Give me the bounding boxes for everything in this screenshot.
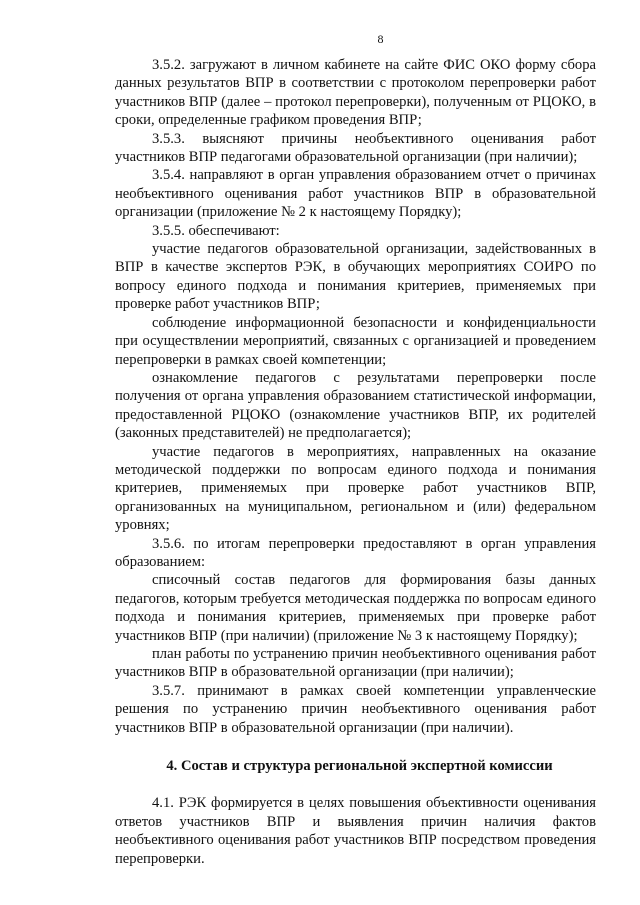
paragraph-3-5-7: 3.5.7. принимают в рамках своей компетенции управленческие решения по устранению причин необъективного оценивания работ участников ВПР в образовательной организации (при наличии). [115,682,596,736]
page-number: 8 [377,32,384,46]
paragraph-3-5-6-item-2: план работы по устранению причин необъективного оценивания работ участников ВПР в образовательной организации (при наличии); [115,646,596,681]
paragraph-3-5-5-item-2: соблюдение информационной безопасности и конфиденциальности при осуществлении мероприятий, связанных с организацией и проведением перепроверки в рамках своей компетенции; [115,314,596,368]
paragraph-3-5-5: 3.5.5. обеспечивают: [152,222,280,239]
paragraph-4-1: 4.1. РЭК формируется в целях повышения объективности оценивания ответов участников ВПР и выявления причин наличия фактов необъективного оценивания работ участников ВПР посредством проведения перепроверки. [115,795,596,867]
paragraph-3-5-6: 3.5.6. по итогам перепроверки предоставляют в орган управления образованием: [115,535,596,570]
paragraph-3-5-2: 3.5.2. загружают в личном кабинете на сайте ФИС ОКО форму сбора данных результатов ВПР в соответствии с протоколом перепроверки работ участников ВПР (далее – протокол перепроверки), полученным от РЦОКО, в сроки, определенные графиком проведения ВПР; [115,57,596,129]
paragraph-3-5-3: 3.5.3. выясняют причины необъективного оценивания работ участников ВПР педагогами образовательной организации (при наличии); [115,130,596,166]
paragraph-3-5-4: 3.5.4. направляют в орган управления образованием отчет о причинах необъективного оценивания работ участников ВПР в образовательной организации (приложение № 2 к настоящему Порядку); [115,167,596,221]
paragraph-3-5-5-item-4: участие педагогов в мероприятиях, направленных на оказание методической поддержки по вопросам единого подхода и понимания критериев, применяемых при проверке работ участников ВПР, организованных на муниципальном, региональном и (или) федеральном уровнях; [115,443,596,534]
paragraph-3-5-6-item-1: списочный состав педагогов для формирования базы данных педагогов, которым требуется методическая поддержка по вопросам единого подхода и понимания критериев, применяемых при проверке работ участников ВПР (при наличии) (приложение № 3 к настоящему Порядку); [115,572,596,644]
paragraph-3-5-5-item-1: участие педагогов образовательной организации, задействованных в ВПР в качестве экспертов РЭК, в обучающих мероприятиях СОИРО по вопросу единого подхода и понимания критериев, применяемых при проверке работ участников ВПР; [115,241,596,313]
paragraph-3-5-5-item-3: ознакомление педагогов с результатами перепроверки после получения от органа управления образованием статистической информации, предоставленной РЦОКО (ознакомление участников ВПР, их родителей (законных представителей) не предполагается); [115,369,596,442]
section-heading: 4. Состав и структура региональной экспертной комиссии [166,758,553,775]
